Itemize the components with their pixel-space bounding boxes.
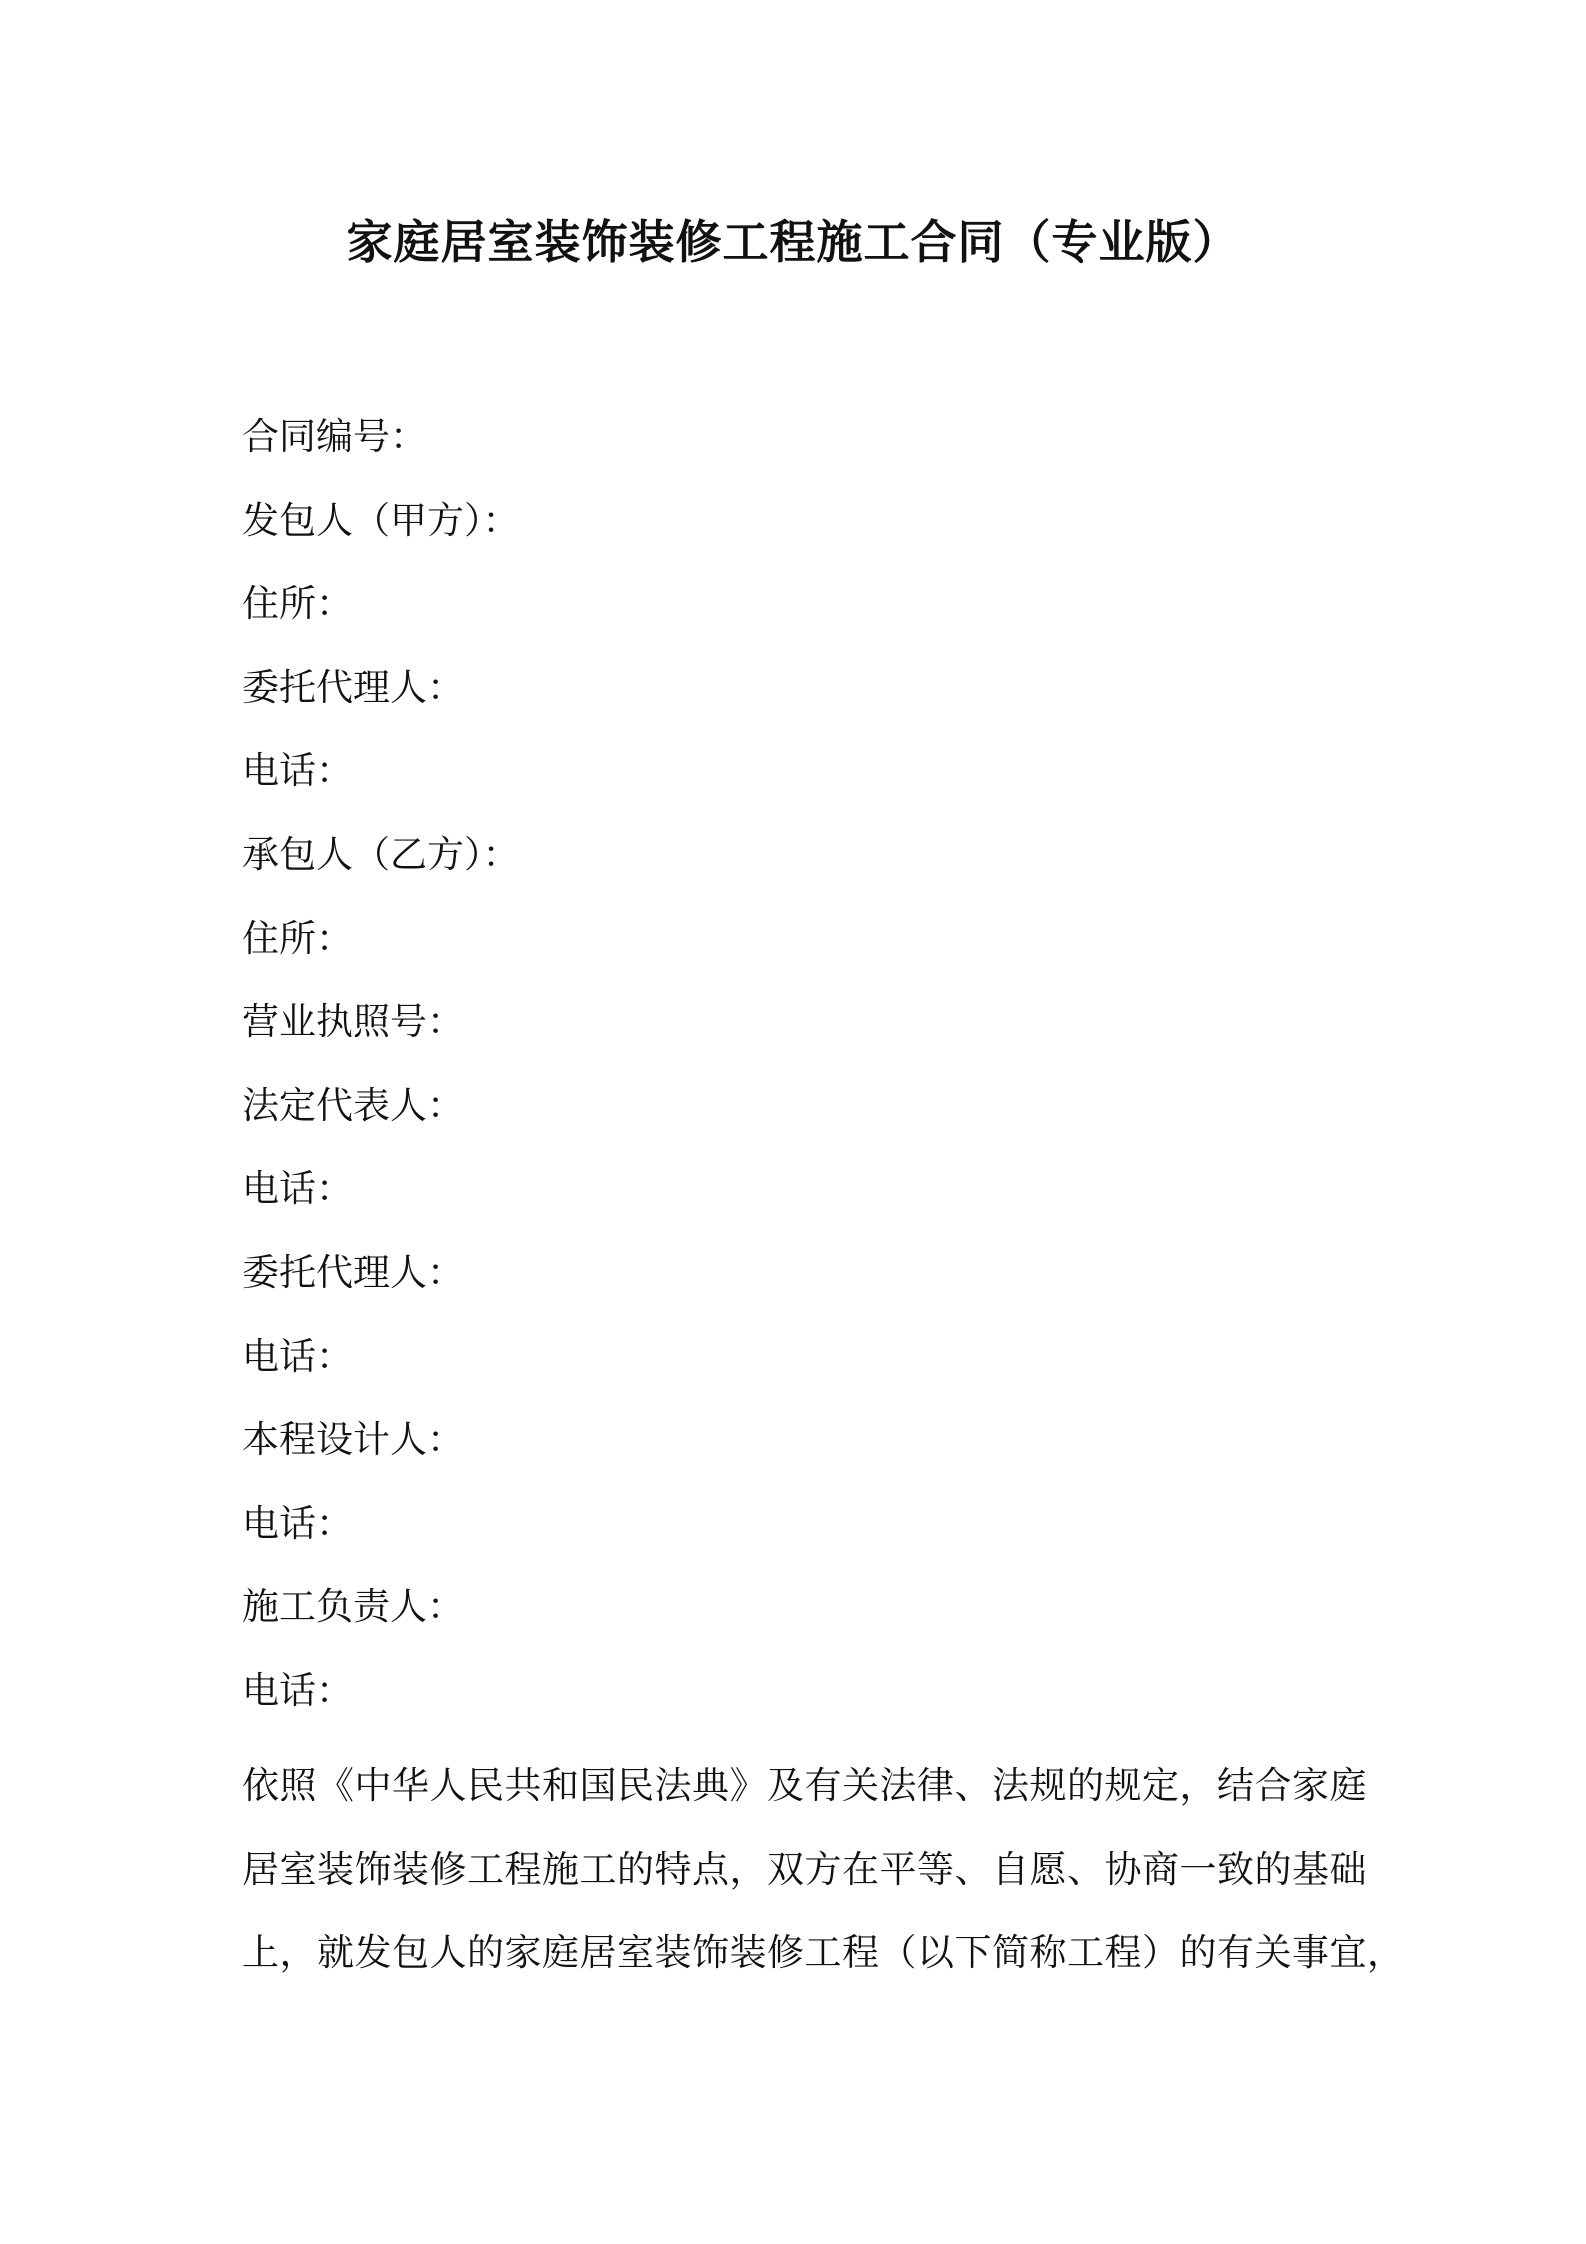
field-legal-representative-phone: 电话： — [242, 1167, 353, 1211]
intro-line: 居室装饰装修工程施工的特点，双方在平等、自愿、协商一致的基础 — [242, 1847, 1367, 1891]
intro-line: 依照《中华人民共和国民法典》及有关法律、法规的规定，结合家庭 — [242, 1764, 1367, 1807]
field-designer: 本程设计人： — [242, 1418, 464, 1462]
document-title: 家庭居室装饰装修工程施工合同（专业版） — [346, 215, 1240, 269]
field-party-b-address: 住所： — [242, 916, 353, 960]
field-business-license: 营业执照号： — [242, 1000, 464, 1044]
contract-fields-list — [242, 407, 1352, 1745]
field-legal-representative: 法定代表人： — [242, 1083, 464, 1127]
field-party-b: 承包人（乙方）： — [242, 832, 520, 876]
field-contract-number: 合同编号： — [242, 415, 427, 458]
field-party-a-agent: 委托代理人： — [242, 665, 464, 709]
intro-line: 上，就发包人的家庭居室装饰装修工程（以下简称工程）的有关事宜， — [242, 1931, 1405, 1975]
field-party-a-address: 住所： — [242, 582, 353, 626]
field-construction-manager: 施工负责人： — [242, 1585, 464, 1629]
field-designer-phone: 电话： — [242, 1501, 353, 1545]
field-party-b-agent: 委托代理人： — [242, 1250, 464, 1294]
intro-paragraph — [242, 1744, 1405, 1995]
field-party-b-agent-phone: 电话： — [242, 1334, 353, 1378]
field-construction-manager-phone: 电话： — [242, 1668, 353, 1712]
field-party-a-phone: 电话： — [242, 749, 353, 793]
field-party-a: 发包人（甲方）： — [242, 498, 520, 542]
